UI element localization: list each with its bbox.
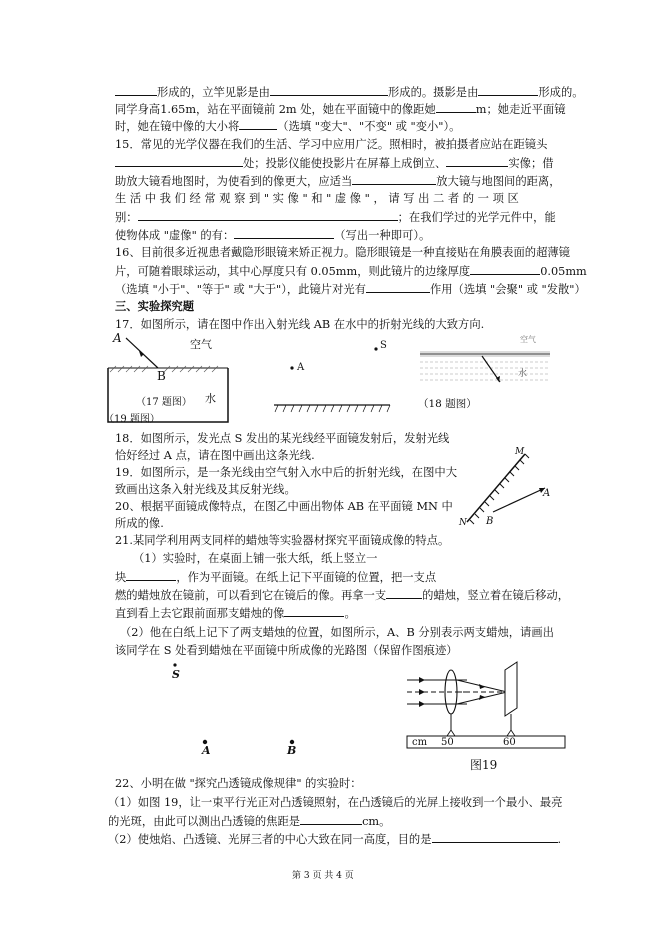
blank[interactable] [478, 84, 538, 96]
fig20-label-a: A [543, 488, 551, 499]
q18-line1: 18．如图所示，发光点 S 发出的某光线经平面镜发射后，发射光线 [115, 432, 450, 445]
fig19b-tick-60: 60 [503, 737, 516, 748]
blank[interactable] [300, 813, 362, 825]
blank[interactable] [386, 587, 422, 599]
fig19b-caption: 图19 [470, 758, 498, 772]
q21-line0: 21.某同学利用两支同样的蜡烛等实验器材探究平面镜成像的特点。 [115, 534, 450, 547]
q21-line5: （2）他在白纸上记下了两支蜡烛的位置，如图所示，A、B 分别表示两支蜡烛，请画出 [120, 626, 554, 639]
q21-line2: 块 ，作为平面镜。在纸上记下平面镜的位置，把一支点 [115, 571, 437, 584]
q14-line2: 同学身高1.65m，站在平面镜前 2m 处，她在平面镜中的像距她 m；她走近平面镜 [115, 103, 566, 116]
fig19b-tick-50: 50 [441, 737, 454, 748]
q19-line2: 致画出这条入射光线及其反射光线。 [115, 483, 296, 496]
fig17-label-water: 水 [205, 392, 216, 405]
blank[interactable] [239, 118, 277, 130]
fig19-label-water: 水 [518, 369, 528, 379]
q15-line6: 使物体成 "虚像" 的有： （写出一种即可）。 [115, 229, 431, 242]
q21-line6: 该同学在 S 处看到蜡烛在平面镜中所成像的光路图（保留作图痕迹） [115, 644, 458, 657]
blank[interactable] [270, 84, 388, 96]
fig21-label-s: S [172, 668, 180, 681]
blank[interactable] [432, 831, 558, 843]
q21-line1: （1）实验时，在桌面上铺一张大纸，纸上竖立一 [133, 552, 378, 565]
q15-line5: 别： ；在我们学过的光学元件中，能 [115, 211, 556, 224]
q15-line3: 助放大镜看地图时，为使看到的像更大，应适当 放大镜与地图间的距离， [115, 175, 561, 188]
fig21-label-a: A [202, 744, 211, 757]
blank[interactable] [115, 155, 243, 167]
fig19b-unit-cm: cm [412, 737, 428, 748]
fig20-label-m: M [515, 447, 525, 457]
q15-line1: 15．常见的光学仪器在我们的生活、学习中应用广泛。照相时，被拍摄者应站在距镜头 [115, 138, 548, 151]
q21-line3: 燃的蜡烛放在镜前，可以看到它在镜后的像。再拿一支 的蜡烛，竖立着在镜后移动， [115, 589, 570, 602]
blank[interactable] [436, 101, 476, 113]
q22-line1: （1）如图 19，让一束平行光正对凸透镜照射，在凸透镜后的光屏上接收到一个最小、最亮 [108, 796, 563, 809]
fig17-caption: （17 题图） [136, 397, 192, 408]
q21-line4: 直到看上去它跟前面那支蜡烛的像 。 [115, 607, 356, 620]
fig18-label-s: S [380, 340, 387, 351]
page-footer: 第 3 页 共 4 页 [292, 871, 354, 881]
fig19-label-air: 空气 [520, 335, 536, 344]
q16-line3: （选填 "小于"、"等于" 或 "大于"），此镜片对光有 作用（选填 "会聚" 或 "发散"） [115, 283, 586, 296]
blank[interactable] [138, 209, 398, 221]
blank[interactable] [470, 263, 540, 275]
q22-line0: 22、小明在做 "探究凸透镜成像规律" 的实验时： [115, 777, 362, 790]
figure-19-lens-bench [405, 660, 570, 760]
q18-line2: 恰好经过 A 点，请在图中画出这条光线. [115, 449, 315, 462]
blank[interactable] [126, 569, 176, 581]
fig19-caption: （19 题图） [104, 414, 160, 425]
q17-text: 17．如图所示，请在图中作出入射光线 AB 在水中的折射光线的大致方向. [115, 318, 485, 331]
q14-line1: 形成的，立竿见影是由 形成的。摄影是由 形成的。 [115, 84, 584, 100]
fig17-label-b: B [157, 369, 166, 383]
fig20-label-b: B [486, 516, 494, 527]
blank[interactable] [284, 605, 344, 617]
figure-21 [160, 660, 320, 780]
fig17-label-air: 空气 [190, 338, 212, 351]
q20-line2: 所成的像. [115, 517, 164, 530]
q16-line2: 片，可随着眼球运动，其中心厚度只有 0.05mm，则此镜片的边缘厚度 0.05mm [115, 265, 587, 278]
fig18-label-a: A [297, 362, 305, 373]
fig20-label-n: N [459, 518, 467, 528]
q16-line1: 16、目前很多近视患者戴隐形眼镜来矫正视力。隐形眼镜是一种直接贴在角膜表面的超薄镜 [115, 246, 570, 259]
q14-line3: 时，她在镜中像的大小将 （选填 "变大"、"不变" 或 "变小"）。 [115, 120, 461, 133]
q15-line4: 生 活 中 我 们 经 常 观 察 到 " 实 像 " 和 " 虚 像 " ， 请 写 出 二 者 的 一 项 区 [115, 192, 519, 205]
q22-line3: （2）使烛焰、凸透镜、光屏三者的中心大致在同一高度，目的是 . [108, 833, 562, 846]
figure-17 [108, 330, 238, 422]
blank[interactable] [366, 281, 430, 293]
fig21-label-b: B [287, 744, 297, 757]
blank[interactable] [115, 84, 157, 96]
blank[interactable] [446, 155, 508, 167]
q19-line1: 19．如图所示，是一条光线由空气射入水中后的折射光线，在图中大 [115, 466, 457, 479]
blank[interactable] [234, 227, 334, 239]
q22-line2: 的光斑，由此可以测出凸透镜的焦距是 cm。 [108, 815, 391, 828]
q15-line2: 处；投影仪能使投影片在屏幕上成倒立、 实像；借 [115, 155, 554, 171]
fig18-caption: （18 题图） [418, 398, 477, 410]
section-title: 三、实验探究题 [115, 299, 195, 313]
fig17-label-a: A [113, 331, 122, 345]
q20-line1: 20、根据平面镜成像特点，在图乙中画出物体 AB 在平面镜 MN 中 [115, 500, 453, 513]
blank[interactable] [352, 173, 436, 185]
